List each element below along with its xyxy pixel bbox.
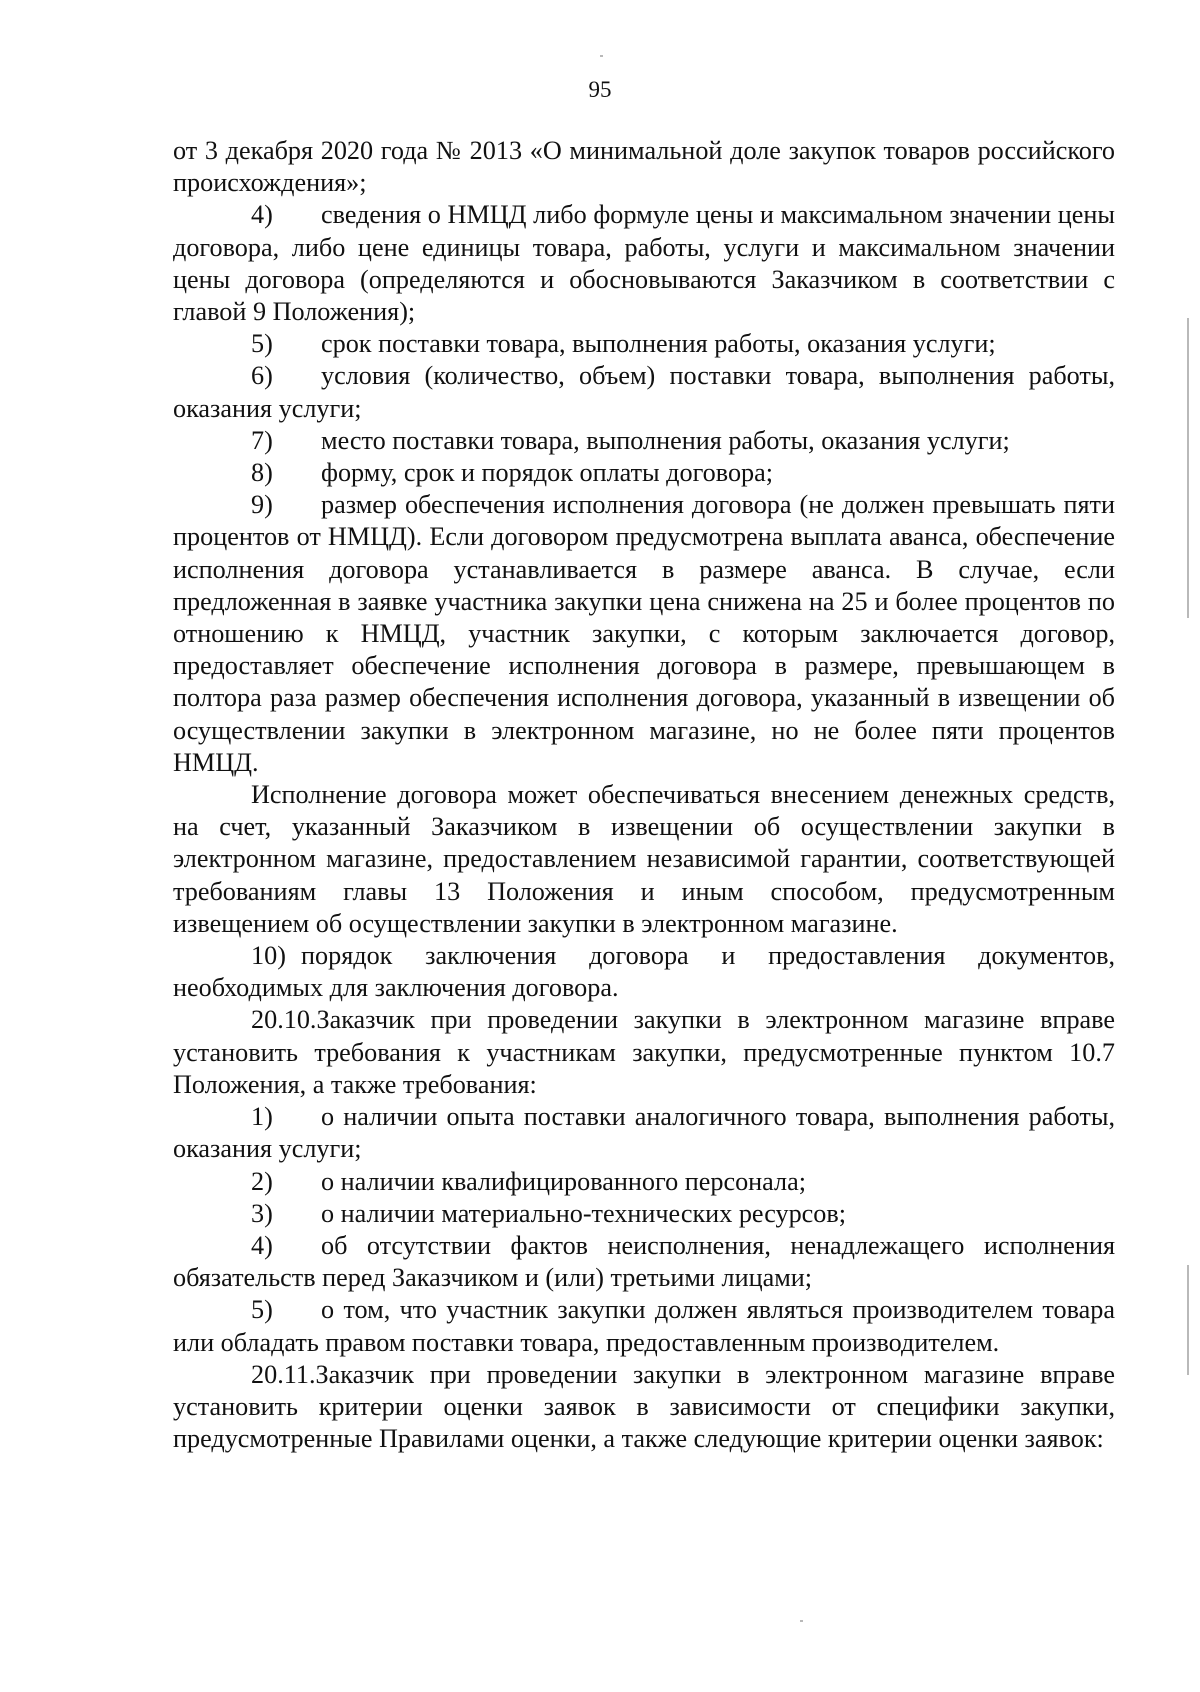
- list-item-text: форму, срок и порядок оплаты договора;: [321, 458, 774, 488]
- list-item-number: 5): [251, 329, 273, 359]
- list-item: [173, 425, 1115, 457]
- list-item: [173, 940, 1115, 1004]
- scan-artifact: [1187, 318, 1189, 618]
- list-item: [173, 1166, 1115, 1198]
- list-item-text: условия (количество, объем) поставки товара, выполнения работы, оказания услуги;: [173, 361, 1115, 423]
- list-item-number: 8): [251, 458, 273, 488]
- list-item: [173, 1230, 1115, 1294]
- list-item-text: об отсутствии фактов неисполнения, ненадлежащего исполнения обязательств перед Заказчиком и (или) третьими лицами;: [173, 1230, 1115, 1293]
- list-item-text: место поставки товара, выполнения работы, оказания услуги;: [321, 425, 1010, 455]
- list-item-text: срок поставки товара, выполнения работы, оказания услуги;: [321, 329, 996, 359]
- scan-artifact: [1187, 1265, 1189, 1375]
- list-item-text: порядок заключения договора и предоставления документов, необходимых для заключения договора.: [173, 941, 1115, 1003]
- list-item-text: размер обеспечения исполнения договора (не должен превышать пяти процентов от НМЦД). Если договором предусмотрена выплата аванса, обеспечение исполнения договора устанавливается в размере аванса. В случае, если предложенная в заявке участника закупки цена снижена на 25 и более процентов по отношению к НМЦД, участник закупки, с которым заключается договор, предоставляет обеспечение исполнения договора в размере, превышающем в полтора раза размер обеспечения исполнения договора, указанный в извещении об осуществлении закупки в электронном магазине, но не более пяти процентов НМЦД.: [173, 490, 1115, 777]
- list-item-text: о наличии опыта поставки аналогичного товара, выполнения работы, оказания услуги;: [173, 1102, 1115, 1164]
- list-item: [173, 1198, 1115, 1230]
- list-item: [173, 1101, 1115, 1165]
- paragraph: от 3 декабря 2020 года № 2013 «О минимальной доле закупок товаров российского происхождения»;: [173, 136, 1115, 198]
- list-item: [173, 360, 1115, 424]
- list-item-number: 4): [251, 1230, 273, 1260]
- page-number: 95: [588, 77, 612, 102]
- list-item-number: 5): [251, 1295, 273, 1325]
- list-item-number: 10): [251, 941, 286, 971]
- scan-artifact: [600, 55, 603, 57]
- list-item: [173, 1294, 1115, 1358]
- list-item: [173, 199, 1115, 328]
- list-item-number: 1): [251, 1102, 273, 1132]
- document-body: [173, 135, 1115, 1455]
- list-item-number: 9): [251, 490, 273, 520]
- list-item-text: сведения о НМЦД либо формуле цены и максимальном значении цены договора, либо цене единицы товара, работы, услуги и максимальном значении цены договора (определяются и обосновываются Заказчиком в соответствии с главой 9 Положения);: [173, 200, 1115, 327]
- list-item: [173, 457, 1115, 489]
- paragraph: Исполнение договора может обеспечиваться внесением денежных средств, на счет, указанный Заказчиком в извещении об осуществлении закупки в электронном магазине, предоставлением независимой гарантии, соответствующей требованиям главы 13 Положения и иным способом, предусмотренным извещением об осуществлении закупки в электронном магазине.: [173, 780, 1115, 938]
- list-item: [173, 328, 1115, 360]
- list-item-number: 2): [251, 1166, 273, 1196]
- paragraph: 20.10.Заказчик при проведении закупки в электронном магазине вправе установить требования к участникам закупки, предусмотренные пунктом 10.7 Положения, а также требования:: [173, 1005, 1115, 1099]
- list-item-text: о наличии материально-технических ресурсов;: [321, 1198, 847, 1228]
- list-item-number: 4): [251, 200, 273, 230]
- paragraph: 20.11.Заказчик при проведении закупки в электронном магазине вправе установить критерии оценки заявок в зависимости от специфики закупки, предусмотренные Правилами оценки, а также следующие критерии оценки заявок:: [173, 1359, 1115, 1454]
- list-item-text: о том, что участник закупки должен являться производителем товара или обладать правом поставки товара, предоставленным производителем.: [173, 1295, 1115, 1357]
- list-item-text: о наличии квалифицированного персонала;: [321, 1166, 806, 1196]
- scan-artifact: [800, 1620, 803, 1622]
- list-item-number: 3): [251, 1198, 273, 1228]
- list-item: [173, 489, 1115, 779]
- list-item-number: 6): [251, 361, 273, 391]
- list-item-number: 7): [251, 425, 273, 455]
